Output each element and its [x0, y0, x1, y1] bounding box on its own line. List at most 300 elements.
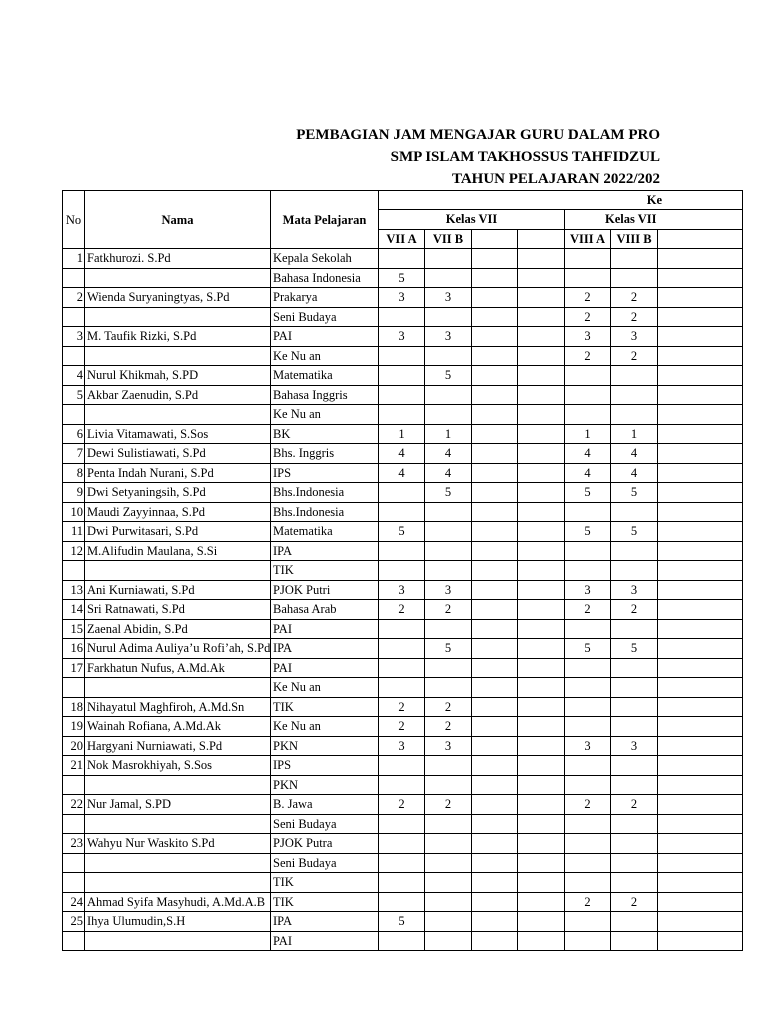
subject-name: PAI — [271, 931, 379, 951]
teacher-name: M.Alifudin Maulana, S.Si — [85, 541, 271, 561]
hours-cell-extra — [658, 678, 743, 698]
hours-cell — [472, 658, 518, 678]
table-row — [63, 834, 743, 854]
hours-cell — [472, 853, 518, 873]
subject-name: PKN — [271, 736, 379, 756]
hours-cell — [472, 580, 518, 600]
subject-name: TIK — [271, 892, 379, 912]
hours-cell — [425, 775, 472, 795]
hours-cell — [472, 756, 518, 776]
hours-cell: 2 — [425, 697, 472, 717]
hours-cell — [472, 483, 518, 503]
hours-cell — [425, 307, 472, 327]
teacher-name — [85, 268, 271, 288]
hours-cell — [472, 736, 518, 756]
hours-cell: 5 — [425, 483, 472, 503]
row-number: 15 — [63, 619, 85, 639]
teacher-name: Livia Vitamawati, S.Sos — [85, 424, 271, 444]
subject-name: PKN — [271, 775, 379, 795]
hours-cell: 5 — [379, 268, 425, 288]
hours-cell: 2 — [425, 717, 472, 737]
hours-cell — [565, 775, 611, 795]
hours-cell — [518, 678, 565, 698]
hours-cell — [379, 346, 425, 366]
hours-cell — [425, 249, 472, 269]
header-no: No — [63, 191, 85, 249]
table-row — [63, 249, 743, 269]
hours-cell — [518, 892, 565, 912]
table-row — [63, 619, 743, 639]
hours-cell-extra — [658, 405, 743, 425]
hours-cell: 4 — [425, 463, 472, 483]
hours-cell — [565, 619, 611, 639]
hours-cell: 2 — [565, 795, 611, 815]
hours-cell — [518, 483, 565, 503]
teacher-name: Dwi Setyaningsih, S.Pd — [85, 483, 271, 503]
row-number: 16 — [63, 639, 85, 659]
hours-cell — [425, 756, 472, 776]
hours-cell: 5 — [611, 639, 658, 659]
hours-cell — [518, 307, 565, 327]
hours-cell-extra — [658, 736, 743, 756]
hours-cell: 2 — [379, 697, 425, 717]
header-kelas-vii: Kelas VII — [379, 210, 565, 230]
hours-cell — [518, 463, 565, 483]
table-row — [63, 444, 743, 464]
hours-cell — [565, 717, 611, 737]
subject-name: TIK — [271, 873, 379, 893]
hours-cell — [565, 366, 611, 386]
teacher-name — [85, 853, 271, 873]
hours-cell: 4 — [565, 444, 611, 464]
hours-cell — [472, 288, 518, 308]
hours-cell — [611, 249, 658, 269]
hours-cell — [472, 619, 518, 639]
hours-cell — [472, 600, 518, 620]
subject-name: Seni Budaya — [271, 307, 379, 327]
hours-cell — [565, 931, 611, 951]
schedule-table — [62, 190, 743, 951]
hours-cell: 2 — [611, 288, 658, 308]
hours-cell — [518, 249, 565, 269]
subject-name: IPS — [271, 463, 379, 483]
row-number: 8 — [63, 463, 85, 483]
subject-name: B. Jawa — [271, 795, 379, 815]
teacher-name: Zaenal Abidin, S.Pd — [85, 619, 271, 639]
hours-cell — [611, 541, 658, 561]
subject-name: IPA — [271, 639, 379, 659]
teacher-name — [85, 873, 271, 893]
hours-cell — [472, 717, 518, 737]
hours-cell — [472, 775, 518, 795]
hours-cell — [518, 561, 565, 581]
hours-cell — [518, 522, 565, 542]
hours-cell — [379, 678, 425, 698]
hours-cell: 3 — [379, 288, 425, 308]
hours-cell: 4 — [379, 463, 425, 483]
hours-cell: 2 — [379, 717, 425, 737]
hours-cell — [472, 249, 518, 269]
hours-cell: 3 — [565, 327, 611, 347]
hours-cell-extra — [658, 600, 743, 620]
subject-name: Seni Budaya — [271, 853, 379, 873]
hours-cell: 3 — [425, 327, 472, 347]
header-col-3 — [518, 229, 565, 249]
hours-cell — [379, 834, 425, 854]
table-row — [63, 424, 743, 444]
hours-cell: 3 — [425, 736, 472, 756]
hours-cell — [565, 658, 611, 678]
hours-cell-extra — [658, 541, 743, 561]
teacher-name: Sri Ratnawati, S.Pd — [85, 600, 271, 620]
hours-cell — [611, 678, 658, 698]
teacher-name: Nihayatul Maghfiroh, A.Md.Sn — [85, 697, 271, 717]
row-number: 19 — [63, 717, 85, 737]
hours-cell: 3 — [379, 736, 425, 756]
teacher-name — [85, 307, 271, 327]
row-number: 13 — [63, 580, 85, 600]
subject-name: PAI — [271, 327, 379, 347]
hours-cell-extra — [658, 483, 743, 503]
hours-cell — [425, 834, 472, 854]
table-row — [63, 697, 743, 717]
hours-cell-extra — [658, 327, 743, 347]
teacher-name: Penta Indah Nurani, S.Pd — [85, 463, 271, 483]
hours-cell — [611, 873, 658, 893]
hours-cell — [565, 385, 611, 405]
header-group-label: Ke — [646, 193, 663, 207]
table-row — [63, 561, 743, 581]
hours-cell — [425, 541, 472, 561]
hours-cell-extra — [658, 385, 743, 405]
subject-name: Bahasa Arab — [271, 600, 379, 620]
row-number: 3 — [63, 327, 85, 347]
teacher-name: Nurul Adima Auliya’u Rofi’ah, S.Pd — [85, 639, 271, 659]
hours-cell-extra — [658, 853, 743, 873]
row-number: 2 — [63, 288, 85, 308]
hours-cell-extra — [658, 639, 743, 659]
hours-cell — [472, 931, 518, 951]
table-row — [63, 307, 743, 327]
teacher-name — [85, 346, 271, 366]
hours-cell — [379, 502, 425, 522]
hours-cell: 5 — [565, 639, 611, 659]
header-col-extra — [658, 229, 743, 249]
hours-cell — [518, 268, 565, 288]
row-number: 14 — [63, 600, 85, 620]
hours-cell — [379, 483, 425, 503]
hours-cell — [425, 814, 472, 834]
hours-cell — [518, 873, 565, 893]
subject-name: Ke Nu an — [271, 678, 379, 698]
hours-cell: 2 — [611, 795, 658, 815]
hours-cell — [379, 619, 425, 639]
hours-cell — [565, 912, 611, 932]
teacher-name: Nok Masrokhiyah, S.Sos — [85, 756, 271, 776]
hours-cell-extra — [658, 502, 743, 522]
hours-cell: 4 — [611, 463, 658, 483]
title-line-2: SMP ISLAM TAKHOSSUS TAHFIDZUL — [390, 149, 660, 165]
hours-cell — [518, 385, 565, 405]
row-number: 7 — [63, 444, 85, 464]
subject-name: BK — [271, 424, 379, 444]
hours-cell — [518, 775, 565, 795]
table-row — [63, 892, 743, 912]
hours-cell-extra — [658, 619, 743, 639]
hours-cell — [379, 931, 425, 951]
hours-cell: 2 — [379, 600, 425, 620]
subject-name: Bahasa Indonesia — [271, 268, 379, 288]
hours-cell — [472, 346, 518, 366]
hours-cell: 4 — [611, 444, 658, 464]
hours-cell: 2 — [565, 288, 611, 308]
hours-cell: 2 — [379, 795, 425, 815]
table-row — [63, 775, 743, 795]
hours-cell — [379, 775, 425, 795]
hours-cell-extra — [658, 834, 743, 854]
row-number: 11 — [63, 522, 85, 542]
hours-cell — [518, 736, 565, 756]
hours-cell-extra — [658, 522, 743, 542]
subject-name: Bahasa Inggris — [271, 385, 379, 405]
row-number: 24 — [63, 892, 85, 912]
header-col-4: VIII A — [565, 229, 611, 249]
hours-cell-extra — [658, 444, 743, 464]
hours-cell — [379, 756, 425, 776]
table-row — [63, 756, 743, 776]
header-kelas-viii: Kelas VII — [565, 210, 743, 230]
hours-cell — [472, 795, 518, 815]
subject-name: Ke Nu an — [271, 717, 379, 737]
hours-cell: 3 — [611, 327, 658, 347]
hours-cell: 2 — [611, 346, 658, 366]
hours-cell: 3 — [425, 288, 472, 308]
hours-cell — [611, 697, 658, 717]
hours-cell — [379, 541, 425, 561]
table-row — [63, 327, 743, 347]
hours-cell: 5 — [565, 522, 611, 542]
header-col-5: VIII B — [611, 229, 658, 249]
hours-cell-extra — [658, 424, 743, 444]
row-number — [63, 307, 85, 327]
hours-cell: 1 — [565, 424, 611, 444]
hours-cell-extra — [658, 307, 743, 327]
hours-cell — [379, 639, 425, 659]
hours-cell-extra — [658, 249, 743, 269]
table-row — [63, 502, 743, 522]
hours-cell — [425, 892, 472, 912]
teacher-name: Hargyani Nurniawati, S.Pd — [85, 736, 271, 756]
hours-cell — [425, 678, 472, 698]
hours-cell — [518, 717, 565, 737]
teacher-name: Fatkhurozi. S.Pd — [85, 249, 271, 269]
hours-cell: 2 — [565, 307, 611, 327]
hours-cell — [611, 912, 658, 932]
hours-cell: 5 — [565, 483, 611, 503]
hours-cell: 3 — [379, 327, 425, 347]
hours-cell — [518, 541, 565, 561]
hours-cell — [425, 931, 472, 951]
subject-name: Bhs.Indonesia — [271, 502, 379, 522]
teacher-name: Maudi Zayyinnaa, S.Pd — [85, 502, 271, 522]
hours-cell-extra — [658, 268, 743, 288]
hours-cell — [472, 873, 518, 893]
hours-cell: 5 — [379, 912, 425, 932]
row-number — [63, 405, 85, 425]
hours-cell-extra — [658, 346, 743, 366]
hours-cell: 3 — [379, 580, 425, 600]
table-row — [63, 853, 743, 873]
hours-cell — [611, 268, 658, 288]
hours-cell: 5 — [425, 366, 472, 386]
row-number — [63, 873, 85, 893]
hours-cell: 1 — [379, 424, 425, 444]
row-number — [63, 775, 85, 795]
header-mata-pelajaran: Mata Pelajaran — [271, 191, 379, 249]
table-row — [63, 873, 743, 893]
hours-cell — [611, 385, 658, 405]
hours-cell — [472, 892, 518, 912]
hours-cell: 3 — [611, 736, 658, 756]
table-row — [63, 931, 743, 951]
row-number: 1 — [63, 249, 85, 269]
hours-cell-extra — [658, 931, 743, 951]
hours-cell: 1 — [611, 424, 658, 444]
hours-cell — [565, 561, 611, 581]
hours-cell-extra — [658, 912, 743, 932]
hours-cell: 4 — [379, 444, 425, 464]
hours-cell — [565, 834, 611, 854]
hours-cell: 2 — [565, 600, 611, 620]
title-line-1: PEMBAGIAN JAM MENGAJAR GURU DALAM PRO — [296, 127, 660, 143]
teacher-name: Wahyu Nur Waskito S.Pd — [85, 834, 271, 854]
hours-cell — [472, 385, 518, 405]
hours-cell: 3 — [565, 580, 611, 600]
hours-cell — [518, 814, 565, 834]
hours-cell: 5 — [611, 522, 658, 542]
teacher-name: Dwi Purwitasari, S.Pd — [85, 522, 271, 542]
hours-cell — [518, 424, 565, 444]
row-number: 17 — [63, 658, 85, 678]
document-title — [0, 124, 660, 190]
hours-cell — [611, 814, 658, 834]
table-row — [63, 463, 743, 483]
hours-cell-extra — [658, 795, 743, 815]
subject-name: PAI — [271, 658, 379, 678]
subject-name: TIK — [271, 561, 379, 581]
teacher-name: Ahmad Syifa Masyhudi, A.Md.A.B — [85, 892, 271, 912]
table-row — [63, 268, 743, 288]
hours-cell-extra — [658, 580, 743, 600]
teacher-name — [85, 814, 271, 834]
table-row — [63, 405, 743, 425]
hours-cell — [425, 873, 472, 893]
teacher-name: Nurul Khikmah, S.PD — [85, 366, 271, 386]
hours-cell — [379, 405, 425, 425]
hours-cell — [472, 678, 518, 698]
subject-name: TIK — [271, 697, 379, 717]
hours-cell — [425, 346, 472, 366]
teacher-name: M. Taufik Rizki, S.Pd — [85, 327, 271, 347]
hours-cell — [472, 502, 518, 522]
hours-cell — [518, 346, 565, 366]
teacher-name: Wienda Suryaningtyas, S.Pd — [85, 288, 271, 308]
row-number: 6 — [63, 424, 85, 444]
hours-cell — [518, 366, 565, 386]
teacher-name — [85, 931, 271, 951]
table-row — [63, 717, 743, 737]
hours-cell — [379, 561, 425, 581]
subject-name: PJOK Putri — [271, 580, 379, 600]
row-number: 5 — [63, 385, 85, 405]
table-row — [63, 912, 743, 932]
hours-cell: 2 — [565, 346, 611, 366]
hours-cell — [379, 249, 425, 269]
hours-cell: 5 — [379, 522, 425, 542]
teacher-name: Nur Jamal, S.PD — [85, 795, 271, 815]
hours-cell — [472, 814, 518, 834]
hours-cell — [472, 834, 518, 854]
hours-cell — [472, 444, 518, 464]
hours-cell — [518, 931, 565, 951]
row-number: 12 — [63, 541, 85, 561]
hours-cell — [425, 522, 472, 542]
hours-cell — [518, 795, 565, 815]
hours-cell — [425, 561, 472, 581]
teacher-name — [85, 405, 271, 425]
hours-cell — [379, 873, 425, 893]
hours-cell — [379, 814, 425, 834]
hours-cell-extra — [658, 775, 743, 795]
teacher-name: Wainah Rofiana, A.Md.Ak — [85, 717, 271, 737]
subject-name: Matematika — [271, 522, 379, 542]
table-row — [63, 600, 743, 620]
hours-cell — [518, 405, 565, 425]
subject-name: IPA — [271, 912, 379, 932]
hours-cell-extra — [658, 561, 743, 581]
hours-cell — [565, 541, 611, 561]
header-col-1: VII B — [425, 229, 472, 249]
header-nama: Nama — [85, 191, 271, 249]
hours-cell: 2 — [565, 892, 611, 912]
row-number — [63, 931, 85, 951]
hours-cell — [611, 405, 658, 425]
hours-cell: 2 — [611, 600, 658, 620]
hours-cell — [472, 463, 518, 483]
hours-cell: 3 — [425, 580, 472, 600]
hours-cell-extra — [658, 463, 743, 483]
subject-name: Prakarya — [271, 288, 379, 308]
hours-cell: 2 — [425, 600, 472, 620]
hours-cell — [518, 600, 565, 620]
hours-cell — [472, 268, 518, 288]
hours-cell — [518, 697, 565, 717]
hours-cell — [518, 502, 565, 522]
row-number — [63, 853, 85, 873]
hours-cell — [472, 561, 518, 581]
title-line-3: TAHUN PELAJARAN 2022/202 — [451, 171, 660, 187]
table-row — [63, 736, 743, 756]
row-number — [63, 678, 85, 698]
subject-name: Bhs. Inggris — [271, 444, 379, 464]
hours-cell: 2 — [425, 795, 472, 815]
row-number — [63, 814, 85, 834]
hours-cell: 1 — [425, 424, 472, 444]
table-row — [63, 346, 743, 366]
table-row — [63, 795, 743, 815]
row-number: 25 — [63, 912, 85, 932]
hours-cell — [611, 775, 658, 795]
